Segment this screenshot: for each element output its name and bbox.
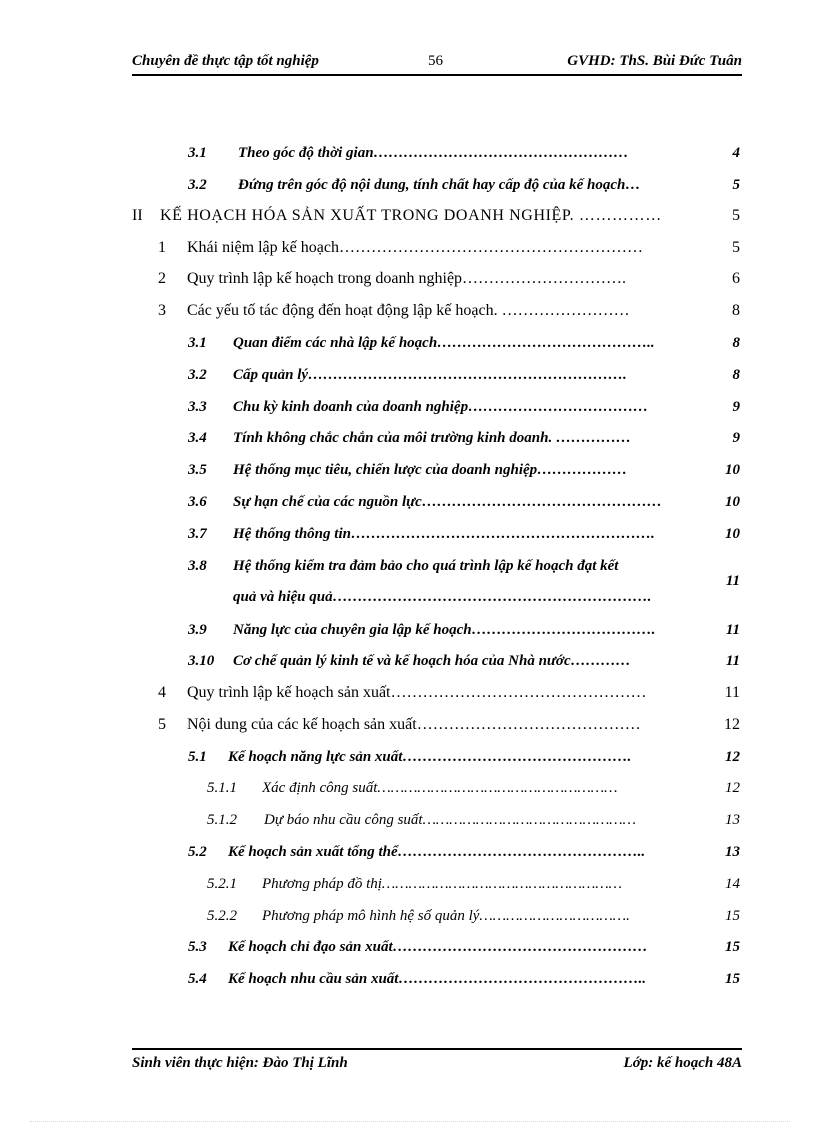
toc-entry[interactable] xyxy=(0,425,816,451)
toc-title: Hệ thống kiểm tra đảm bảo cho quá trình lập kế hoạch đạt kết xyxy=(233,558,619,574)
toc-number: 3.3 xyxy=(188,399,207,415)
toc-page: 4 xyxy=(732,145,740,161)
toc-entry[interactable] xyxy=(0,553,816,613)
toc-page: 15 xyxy=(725,939,740,955)
toc-entry[interactable] xyxy=(0,394,816,420)
toc-number: 3.6 xyxy=(188,494,207,510)
toc-page: 5 xyxy=(732,207,740,224)
toc-entry[interactable] xyxy=(0,140,816,166)
toc-page: 13 xyxy=(725,844,740,860)
toc-title: Cấp quản lý………………………………………………………. xyxy=(233,367,627,383)
bottom-divider xyxy=(30,1121,790,1122)
toc-number: 3.1 xyxy=(188,335,207,351)
toc-page: 5 xyxy=(732,177,740,193)
toc-entry[interactable] xyxy=(0,680,816,706)
toc-title: Kế hoạch sản xuất tổng thể………………………………………….. xyxy=(228,844,646,860)
footer-class: Lớp: kế hoạch 48A xyxy=(623,1055,742,1071)
toc-title: Dự báo nhu cầu công suất………………………………………… xyxy=(264,812,636,828)
toc-title: Sự hạn chế của các nguồn lực………………………………………… xyxy=(233,494,662,510)
toc-title: Nội dung của các kế hoạch sản xuất…………………………………… xyxy=(187,716,641,733)
toc-title: Chu kỳ kinh doanh của doanh nghiệp……………………………… xyxy=(233,399,649,415)
toc-page: 6 xyxy=(732,270,740,287)
toc-page: 8 xyxy=(732,367,740,383)
toc-entry[interactable] xyxy=(0,648,816,674)
toc-number: 3.8 xyxy=(188,558,207,574)
toc-page: 8 xyxy=(732,302,740,319)
toc-page: 11 xyxy=(725,653,740,669)
toc-title: Quy trình lập kế hoạch trong doanh nghiệp…………………………. xyxy=(187,270,627,287)
toc-page: 12 xyxy=(725,749,740,765)
toc-entry[interactable] xyxy=(0,521,816,547)
toc-page: 5 xyxy=(732,239,740,256)
toc-title: Đứng trên góc độ nội dung, tính chất hay cấp độ của kế hoạch… xyxy=(238,177,641,193)
toc-number: 3 xyxy=(158,302,166,319)
toc-page: 15 xyxy=(725,971,740,987)
toc-page: 11 xyxy=(724,684,740,701)
toc-page: 11 xyxy=(725,622,740,638)
toc-entry[interactable] xyxy=(0,712,816,738)
page-footer xyxy=(132,1048,742,1076)
toc-title: Hệ thống thông tin……………………………………………………. xyxy=(233,526,655,542)
toc-entry[interactable] xyxy=(0,489,816,515)
toc-number: 5.1 xyxy=(188,749,207,765)
toc-number: 5.3 xyxy=(188,939,207,955)
toc-page: 9 xyxy=(732,399,740,415)
toc-number: 3.10 xyxy=(188,653,215,669)
toc-entry[interactable] xyxy=(0,966,816,992)
toc-entry[interactable] xyxy=(0,235,816,261)
toc-page: 14 xyxy=(725,876,740,892)
toc-title: Cơ chế quản lý kinh tế và kế hoạch hóa của Nhà nước………… xyxy=(233,653,631,669)
toc-title: Phương pháp đồ thị……………………………………………… xyxy=(262,876,623,892)
toc-number: 5.2.1 xyxy=(207,876,237,892)
toc-number: 5.1.1 xyxy=(207,780,237,796)
toc-page: 10 xyxy=(725,494,740,510)
toc-entry[interactable] xyxy=(0,903,816,929)
toc-entry[interactable] xyxy=(0,839,816,865)
toc-number: 3.5 xyxy=(188,462,207,478)
toc-page: 10 xyxy=(725,462,740,478)
toc-number: 3.4 xyxy=(188,430,207,446)
toc-number: 5.1.2 xyxy=(207,812,237,828)
toc-entry[interactable] xyxy=(0,172,816,198)
toc-title: Hệ thống mục tiêu, chiến lược của doanh nghiệp……………… xyxy=(233,462,628,478)
toc-entry[interactable] xyxy=(0,457,816,483)
footer-student: Sinh viên thực hiện: Đào Thị Lĩnh xyxy=(132,1055,348,1071)
toc-entry[interactable] xyxy=(0,266,816,292)
toc-title: Kế hoạch chỉ đạo sản xuất…………………………………………… xyxy=(228,939,648,955)
toc-entry[interactable] xyxy=(0,617,816,643)
toc-number: 3.1 xyxy=(188,145,207,161)
toc-entry[interactable] xyxy=(0,298,816,324)
toc-number: 1 xyxy=(158,239,166,256)
toc-number: 3.2 xyxy=(188,367,207,383)
toc-page: 13 xyxy=(725,812,740,828)
toc-number: 5.4 xyxy=(188,971,207,987)
page-header xyxy=(132,52,742,76)
toc-entry[interactable] xyxy=(0,330,816,356)
toc-title: Theo góc độ thời gian…………………………………………… xyxy=(238,145,629,161)
toc-entry[interactable] xyxy=(0,871,816,897)
toc-entry[interactable] xyxy=(0,807,816,833)
toc-number: 3.7 xyxy=(188,526,207,542)
toc-title: Khái niệm lập kế hoạch………………………………………………… xyxy=(187,239,643,256)
toc-entry[interactable] xyxy=(0,203,816,229)
toc-page: 11 xyxy=(725,573,740,589)
toc-page: 12 xyxy=(725,780,740,796)
toc-number: 3.2 xyxy=(188,177,207,193)
toc-title: Phương pháp mô hình hệ số quản lý……………………………. xyxy=(262,908,630,924)
toc-page: 9 xyxy=(732,430,740,446)
header-supervisor: GVHD: ThS. Bùi Đức Tuân xyxy=(567,53,742,69)
toc-page: 8 xyxy=(732,335,740,351)
toc-number: 5.2.2 xyxy=(207,908,237,924)
toc-title: Quan điểm các nhà lập kế hoạch…………………………………….. xyxy=(233,335,655,351)
toc-title: Xác định công suất……………………………………………… xyxy=(262,780,618,796)
toc-title: Tính không chắc chắn của môi trường kinh doanh. …………… xyxy=(233,430,631,446)
toc-title: Kế hoạch nhu cầu sản xuất………………………………………….. xyxy=(228,971,646,987)
toc-title: Quy trình lập kế hoạch sản xuất………………………………………… xyxy=(187,684,647,701)
toc-entry[interactable] xyxy=(0,775,816,801)
header-page-number: 56 xyxy=(428,53,443,69)
toc-title-continued: quả và hiệu quả………………………………………………………. xyxy=(233,589,652,605)
toc-number: 5.2 xyxy=(188,844,207,860)
toc-entry[interactable] xyxy=(0,934,816,960)
toc-number: 3.9 xyxy=(188,622,207,638)
toc-title: Các yếu tố tác động đến hoạt động lập kế hoạch. …………………… xyxy=(187,302,630,319)
toc-number: 4 xyxy=(158,684,166,701)
toc-page: 15 xyxy=(725,908,740,924)
toc-title: KẾ HOẠCH HÓA SẢN XUẤT TRONG DOANH NGHIỆP. …………… xyxy=(160,207,662,224)
header-document-title: Chuyên đề thực tập tốt nghiệp xyxy=(132,53,319,69)
toc-page: 12 xyxy=(724,716,740,733)
toc-entry[interactable] xyxy=(0,362,816,388)
toc-number: 5 xyxy=(158,716,166,733)
toc-title: Năng lực của chuyên gia lập kế hoạch………………………………. xyxy=(233,622,656,638)
toc-number: 2 xyxy=(158,270,166,287)
toc-number: II xyxy=(132,207,143,224)
toc-title: Kế hoạch năng lực sản xuất………………………………………. xyxy=(228,749,632,765)
toc-page: 10 xyxy=(725,526,740,542)
toc-entry[interactable] xyxy=(0,744,816,770)
